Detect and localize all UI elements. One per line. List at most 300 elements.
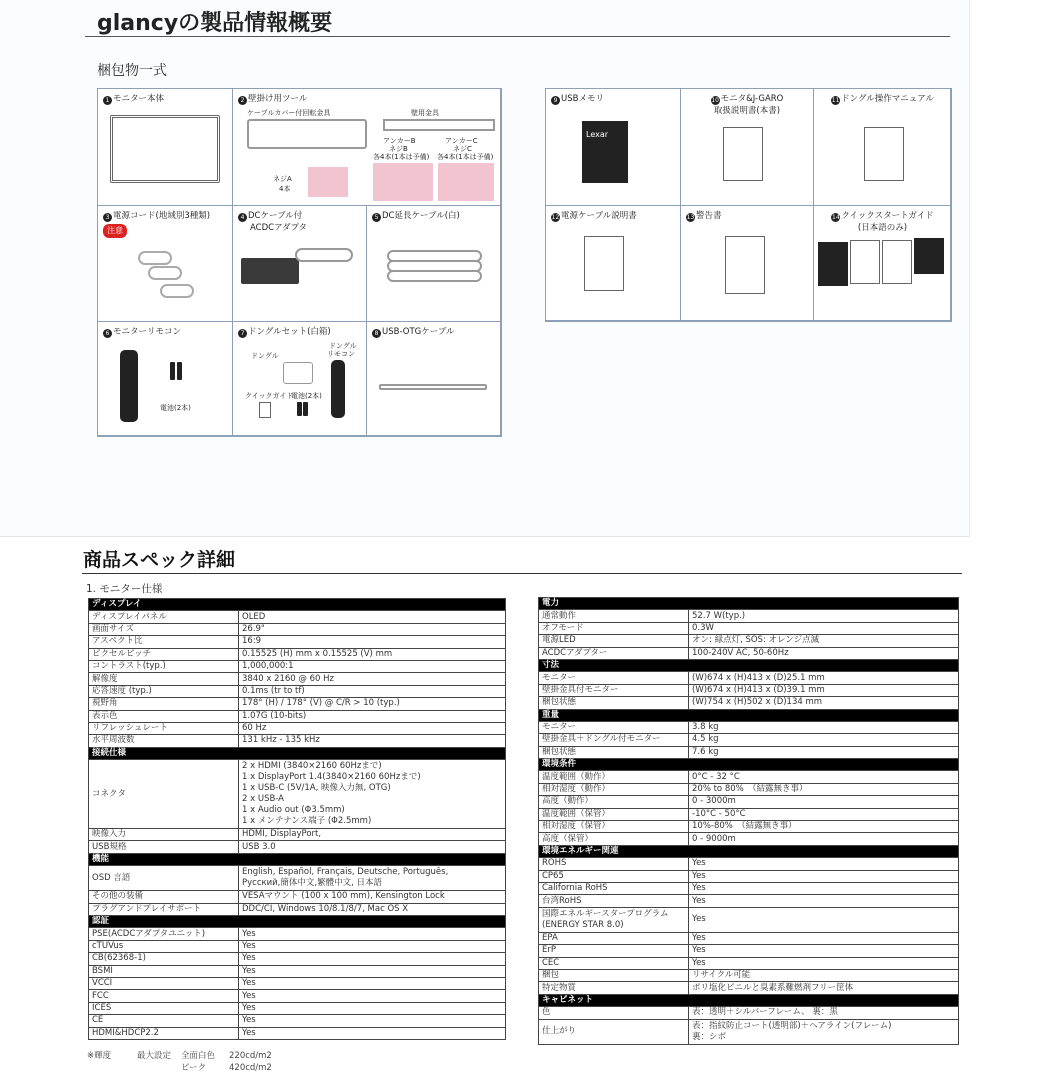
spec-value-line: 0°C - 32 °C [692,771,740,782]
spec-row [89,611,506,623]
spec-value [239,990,506,1002]
label-text: 電源ケーブル説明書 [561,211,637,221]
item-number-badge: 9 [551,96,560,105]
spec-value-line: 3.8 kg [692,722,719,733]
spec-value-line: 2 x USB-A [242,794,284,805]
spec-row [89,940,506,952]
spec-value-line: Yes [242,1015,256,1026]
spec-value [239,760,506,829]
note-row1-value: 220cd/m2 [229,1051,272,1061]
spec-label: OSD 言語 [89,866,239,891]
spec-value [239,722,506,734]
spec-value [239,735,506,747]
spec-label: 温度範囲（保管） [539,808,689,820]
lexar-logo: Lexar [586,130,609,139]
item-number-badge: 4 [238,213,247,222]
screw-a-image [308,167,348,197]
spec-label: 視野角 [89,698,239,710]
spec-row [89,636,506,648]
label-text: USB-OTGケーブル [382,327,455,337]
item-sublabel: リモコン [327,350,355,358]
package-item [680,205,814,322]
item-sublabel: 電池(2本) [160,404,191,412]
spec-value-line: 1.07G (10-bits) [242,710,307,721]
spec-value-line: Yes [242,1002,256,1013]
spec-table-left [88,598,506,1040]
power-cable-manual-image [584,236,624,291]
label-text: 電源コード(地域別3種類) [113,211,211,221]
item-sublabel: 各4本(1本は予備) [373,153,430,161]
spec-row [539,945,959,957]
spec-group-header [89,853,506,865]
spec-row [89,698,506,710]
spec-label: CP65 [539,870,689,882]
spec-label: BSMI [89,965,239,977]
spec-value [689,622,959,634]
spec-label: 表示色 [89,710,239,722]
package-item [232,88,502,206]
quick-start-page-image [818,242,848,286]
spec-value [239,977,506,989]
spec-value-line: HDMI, DisplayPort, [242,829,322,840]
item-sublabel: ネジC [453,145,472,153]
screw-c-image [438,163,494,201]
spec-value-line: 1 x DisplayPort 1.4(3840×2160 60Hzまで) [242,772,421,783]
spec-label: 通常動作 [539,610,689,622]
package-grid-right [545,88,951,321]
spec-row [539,783,959,795]
spec-group-header [539,994,959,1006]
spec-group-title: 環境エネルギー関連 [539,845,959,857]
spec-value [239,1002,506,1014]
spec-value-line: 26.9" [242,623,265,634]
spec-value-line: 10%-80% （結露無き事） [692,821,797,832]
label-text: ドングル操作マニュアル [841,94,934,104]
package-item [97,321,233,437]
item-sublabel: 電池(2本) [291,392,322,400]
spec-label: USB規格 [89,841,239,853]
spec-label: 解像度 [89,673,239,685]
spec-label: 高度（動作） [539,796,689,808]
package-item-label [372,326,496,338]
dongle-manual-image [864,127,904,181]
spec-value-line: Русский,簡体中文,繁體中文, 日本語 [242,878,382,889]
spec-row [89,1027,506,1039]
spec-value [689,672,959,684]
item-sublabel: 各4本(1本は予備) [437,153,494,161]
spec-label: 水平周波数 [89,735,239,747]
package-item-label [819,222,946,234]
item-sublabel: ケーブルカバー付回転金具 [247,109,331,117]
spec-value-line: Yes [242,1027,256,1038]
spec-row [539,907,959,932]
warning-sheet-image [725,236,765,294]
package-item-label [819,93,946,105]
spec-value-line: 131 kHz - 135 kHz [242,735,320,746]
usb-otg-cable-image [379,384,487,390]
spec-value [239,953,506,965]
spec-row [539,1019,959,1044]
manual-image [723,127,763,181]
spec-label: 梱包状態 [539,697,689,709]
page-title: glancyの製品情報概要 [97,11,333,36]
battery-image [297,402,302,416]
spec-row [89,953,506,965]
spec-row [539,721,959,733]
spec-label: 色 [539,1007,689,1019]
spec-value-line: 20% to 80% （結露無き事） [692,784,808,795]
spec-row [539,982,959,994]
spec-row [539,870,959,882]
spec-label: CEC [539,957,689,969]
spec-label: 壁掛金具付モニター [539,684,689,696]
spec-row [89,829,506,841]
spec-value-line: Yes [692,858,706,869]
spec-title: 商品スペック詳細 [83,549,236,571]
package-item [813,88,952,206]
item-sublabel: クイックガイド [245,392,294,400]
spec-label: 仕上がり [539,1019,689,1044]
spec-row [539,697,959,709]
wall-bracket-image [247,119,367,149]
spec-value-line: 100-240V AC, 50-60Hz [692,647,789,658]
spec-row [89,891,506,903]
spec-value-line: Yes [242,978,256,989]
package-item-label [686,210,808,222]
spec-value [239,623,506,635]
spec-label: 梱包 [539,969,689,981]
item-sublabel: ネジB [389,145,408,153]
item-number-badge: 13 [686,214,695,221]
spec-label: PSE(ACDCアダプタユニット) [89,928,239,940]
quick-start-page-image [914,238,944,274]
spec-value-line: 52.7 W(typ.) [692,610,746,621]
spec-value-line: Yes [242,953,256,964]
spec-value-line: Yes [242,990,256,1001]
item-sublabel: ドングル [329,342,357,350]
package-item-label [103,93,227,105]
item-number-badge: 6 [103,329,112,338]
spec-row [539,808,959,820]
spec-value [689,982,959,994]
spec-value [239,673,506,685]
spec-value-line: 3840 x 2160 @ 60 Hz [242,673,334,684]
spec-value [239,965,506,977]
spec-value [239,866,506,891]
spec-label: コントラスト(typ.) [89,660,239,672]
package-item-label [238,93,496,105]
spec-row [89,648,506,660]
usb-memory-image [582,121,628,183]
spec-value [689,783,959,795]
spec-value-line: Yes [692,945,706,956]
spec-value [689,610,959,622]
label-text: DCケーブル付 [248,211,303,221]
spec-label: 特定物質 [539,982,689,994]
power-cord-image [138,251,172,265]
item-sublabel: アンカーB [383,137,416,145]
spec-label: その他の装備 [89,891,239,903]
spec-row [539,647,959,659]
spec-value [689,945,959,957]
spec-row [539,858,959,870]
spec-value [239,1015,506,1027]
package-item-label [819,210,946,222]
spec-label: 国際エネルギースタープログラム (ENERGY STAR 8.0) [539,907,689,932]
spec-row [539,746,959,758]
package-item [232,321,367,437]
spec-value-line: 1 x Audio out (Φ3.5mm) [242,805,345,816]
spec-value [689,734,959,746]
spec-row [89,760,506,829]
package-item [680,88,814,206]
spec-label: コネクタ [89,760,239,829]
spec-label: CE [89,1015,239,1027]
spec-group-header [539,759,959,771]
label-text: DC延長ケーブル(白) [382,211,460,221]
dongle-image [283,362,313,384]
spec-row [89,928,506,940]
label-text: モニタ&J-GARO [720,94,784,104]
spec-label: 梱包状態 [539,746,689,758]
package-item-label [686,93,808,105]
spec-group-header [539,659,959,671]
label-text: 警告書 [696,211,722,221]
ac-adapter-image [241,258,299,284]
package-item [366,321,502,437]
spec-value [689,870,959,882]
item-sublabel: アンカーC [445,137,478,145]
spec-row [89,735,506,747]
spec-row [89,866,506,891]
label-text: モニター本体 [113,94,165,104]
label-text: モニターリモコン [113,327,182,337]
dongle-remote-image [331,360,345,418]
spec-value [689,1019,959,1044]
quick-start-page-image [882,240,912,284]
package-item [813,205,952,322]
spec-label: ErP [539,945,689,957]
spec-value [239,611,506,623]
spec-label: リフレッシュレート [89,722,239,734]
spec-value-line: (W)674 x (H)413 x (D)25.1 mm [692,672,825,683]
spec-value [239,891,506,903]
package-item [366,205,502,322]
spec-value [239,698,506,710]
item-number-badge: 7 [238,329,247,338]
spec-label: cTUVus [89,940,239,952]
spec-value-line: Yes [692,883,706,894]
label-text: クイックスタートガイド [841,211,934,221]
spec-label: モニター [539,672,689,684]
spec-group-header [539,598,959,610]
spec-row [539,969,959,981]
spec-label: ROHS [539,858,689,870]
screw-b-image [373,163,433,201]
spec-row [89,903,506,915]
label-text: 取扱説明書(本書) [713,106,781,116]
spec-row [89,841,506,853]
spec-value-line: 16:9 [242,636,262,647]
spec-value-line: 0 - 3000m [692,796,736,807]
item-number-badge: 10 [711,97,719,104]
title-divider [85,36,950,37]
spec-group-header [539,709,959,721]
spec-value-line: Yes [692,914,706,925]
spec-value [239,685,506,697]
spec-value-line: 7.6 kg [692,746,719,757]
spec-group-title: 電力 [539,598,959,610]
spec-value-line: Yes [692,895,706,906]
spec-group-title: 重量 [539,709,959,721]
spec-value-line: オン: 緑点灯, SOS: オレンジ点滅 [692,635,820,646]
label-text: ACDCアダプタ [250,223,307,233]
package-item-label [238,222,361,234]
spec-label: ディスプレイパネル [89,611,239,623]
spec-value-line: (W)754 x (H)502 x (D)134 mm [692,697,823,708]
spec-group-title: 機能 [89,853,506,865]
spec-divider [82,573,962,574]
spec-row [89,1015,506,1027]
note-mark: ※輝度 [87,1051,112,1061]
battery-image [177,362,182,380]
package-item-label [686,105,808,117]
spec-value [239,829,506,841]
package-item [97,205,233,322]
package-title: 梱包物一式 [97,63,167,79]
spec-label: アスペクト比 [89,636,239,648]
spec-value [689,833,959,845]
package-item-label [238,210,361,222]
spec-value-line: 1,000,000:1 [242,661,294,672]
spec-group-header [89,916,506,928]
spec-row [539,833,959,845]
spec-row [539,622,959,634]
spec-value [689,796,959,808]
spec-row [89,722,506,734]
label-text: USBメモリ [561,94,604,104]
spec-label: EPA [539,932,689,944]
spec-section-title: 1. モニター仕様 [86,583,163,595]
spec-value [689,697,959,709]
spec-value-line: 表：透明＋シルバーフレーム、 裏：黒 [692,1007,838,1018]
spec-row [89,710,506,722]
spec-value [689,895,959,907]
package-item [545,205,681,322]
spec-value [239,648,506,660]
spec-row [89,660,506,672]
spec-label: FCC [89,990,239,1002]
spec-value-line: 裏：シボ [692,1031,727,1042]
battery-image [170,362,175,380]
item-number-badge: 11 [831,97,840,104]
label-text: 壁掛け用ツール [248,94,308,104]
item-sublabel: ドングル [251,352,279,360]
spec-label: 応答速度 (typ.) [89,685,239,697]
package-item-label [551,210,675,222]
spec-row [539,610,959,622]
package-item-label [103,210,227,222]
spec-value-line: 0.15525 (H) mm x 0.15525 (V) mm [242,648,393,659]
item-number-badge: 14 [832,214,840,221]
spec-row [89,990,506,1002]
spec-row [539,734,959,746]
spec-value [689,746,959,758]
package-item-label [103,326,227,338]
spec-value [239,636,506,648]
spec-label: California RoHS [539,882,689,894]
spec-group-header [89,599,506,611]
spec-value [689,684,959,696]
item-number-badge: 8 [372,329,381,338]
spec-group-title: キャビネット [539,994,959,1006]
spec-row [539,672,959,684]
item-number-badge: 2 [238,96,247,105]
spec-value [689,957,959,969]
spec-value-line: Yes [692,957,706,968]
spec-value-line: 178° (H) / 178° (V) @ C/R > 10 (typ.) [242,698,400,709]
spec-label: 相対湿度（保管） [539,821,689,833]
item-sublabel: 4本 [279,185,291,193]
package-item [232,205,367,322]
spec-row [539,932,959,944]
adapter-cable-image [295,248,353,262]
spec-value [239,1027,506,1039]
spec-label: ACDCアダプター [539,647,689,659]
spec-row [89,1002,506,1014]
label-text: (日本語のみ) [857,223,908,233]
spec-label: ICES [89,1002,239,1014]
spec-value-line: Yes [692,932,706,943]
spec-label: 電源LED [539,635,689,647]
spec-row [89,673,506,685]
spec-value-line: Yes [242,941,256,951]
spec-value-line: USB 3.0 [242,841,276,852]
label-text: ドングルセット(白箱) [248,327,331,337]
monitor-image [110,115,220,183]
power-cord-image [160,284,194,298]
item-sublabel: ネジA [273,175,292,183]
spec-value-line: OLED [242,611,266,622]
spec-value [689,907,959,932]
note-setting: 最大設定 [137,1051,172,1061]
monitor-remote-image [120,350,138,422]
spec-value-line: -10°C - 50°C [692,808,746,819]
spec-value-line: 0 - 9000m [692,833,736,844]
spec-value [239,928,506,940]
spec-row [89,623,506,635]
spec-value-line: ポリ塩化ビニルと臭素系難燃剤フリー筐体 [692,982,854,993]
spec-group-title: 接続仕様 [89,747,506,759]
item-number-badge: 12 [551,214,560,221]
spec-label: 画面サイズ [89,623,239,635]
spec-label: オフモード [539,622,689,634]
spec-value-line: 60 Hz [242,723,267,734]
spec-value [689,932,959,944]
spec-group-header [539,845,959,857]
spec-value-line: 0.1ms (tr to tf) [242,685,305,696]
spec-label: 温度範囲（動作） [539,771,689,783]
spec-row [539,882,959,894]
spec-value-line: 1 x メンテナンス端子 (Φ2.5mm) [242,816,372,827]
quick-guide-image [259,402,271,418]
package-grid-left [97,88,501,436]
spec-row [539,771,959,783]
spec-value-line: リサイクル可能 [692,970,751,981]
spec-row [89,685,506,697]
package-item [97,88,233,206]
quick-start-page-image [850,240,880,284]
